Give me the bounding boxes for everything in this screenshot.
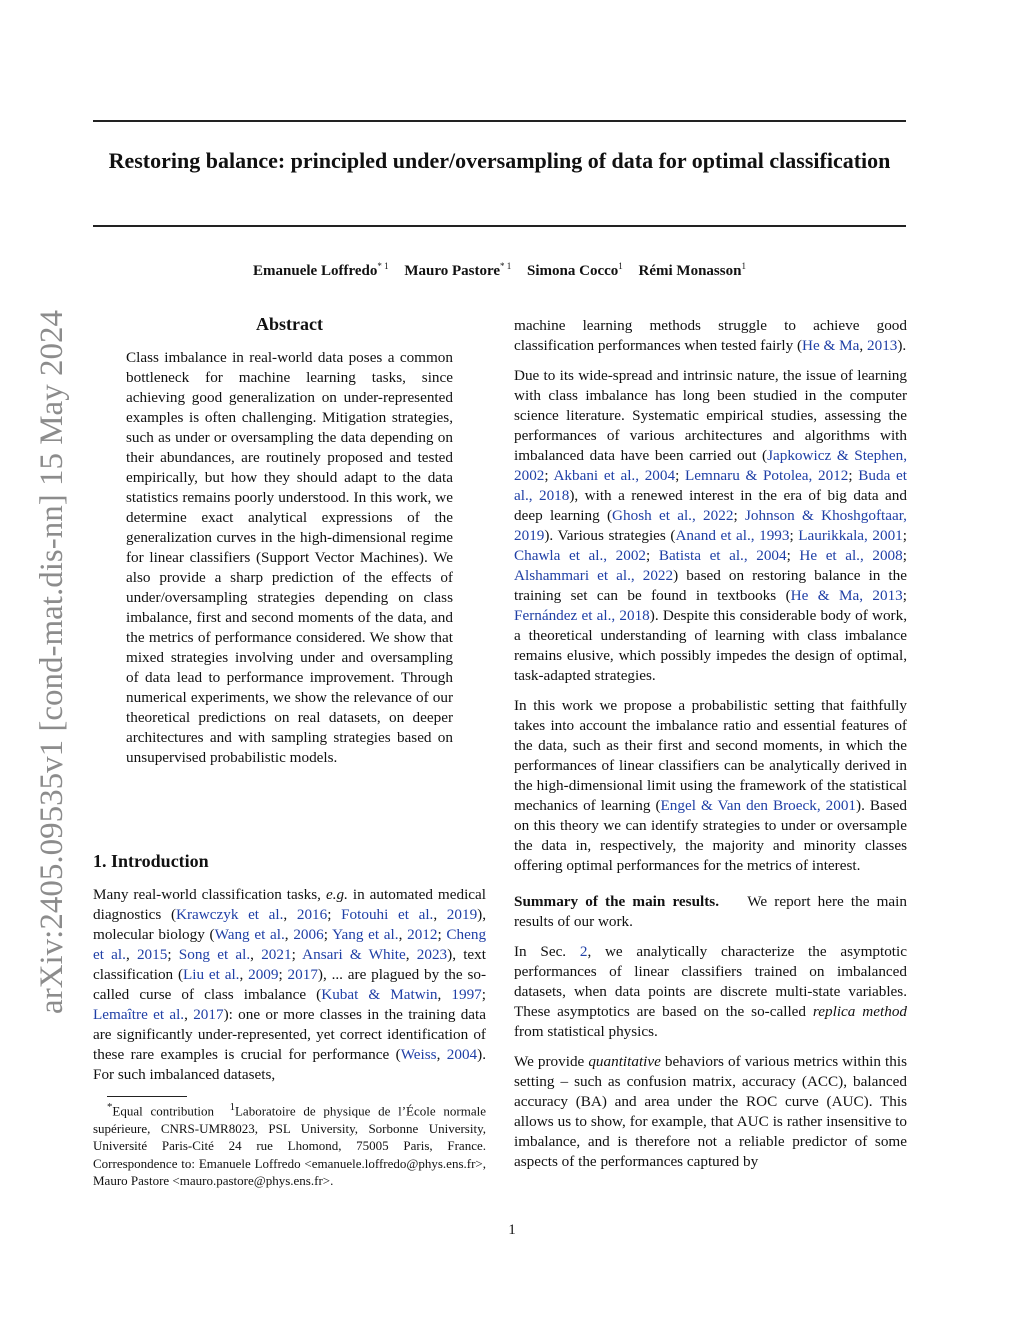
citation-link[interactable]: 2012 xyxy=(407,926,438,943)
citation-link[interactable]: Krawczyk et al. xyxy=(176,906,284,923)
paragraph: Due to its wide-spread and intrinsic nature, the issue of learning with class imbalance has long been studied in the computer science literature. Systematic empirical studies, assessing the performances of various architectures and algorithms with imbalanced data have been carried out (Japkowicz & Stephen, 2002; Akbani et al., 2004; Lemnaru & Potolea, 2012; Buda et al., 2018), with a renewed interest in the era of big data and deep learning (Ghosh et al., 2022; Johnson & Khoshgoftaar, 2019). Various strategies (Anand et al., 1993; Laurikkala, 2001; Chawla et al., 2002; Batista et al., 2004; He et al., 2008; Alshammari et al., 2022) based on restoring balance in the training set can be found in textbooks (He & Ma, 2013; Fernández et al., 2018). Despite this considerable body of work, a theoretical understanding of learning with class imbalance remains elusive, which possibly impedes the design of optimal, task-adapted strategies. xyxy=(514,367,908,684)
citation-link[interactable]: 2023 xyxy=(416,946,448,963)
paragraph: In Sec. 2, we analytically characterize the asymptotic performances of linear classifiers trained on imbalanced datasets, when data points are discrete multi-state variables. These asymptotics are based on the so-called replica method from statistical physics. xyxy=(514,943,908,1040)
citation-link[interactable]: Akbani et al., 2004 xyxy=(553,467,676,484)
citation-link[interactable]: Chawla et al., 2002 xyxy=(514,547,647,564)
citation-link[interactable]: Fotouhi et al. xyxy=(341,906,434,923)
page-number: 1 xyxy=(508,1222,516,1238)
citation-link[interactable]: Yang et al. xyxy=(332,926,399,943)
citation-link[interactable]: 2006 xyxy=(293,926,324,943)
paragraph: Summary of the main results. We report here the main results of our work. xyxy=(514,893,907,930)
citation-link[interactable]: Kubat & Matwin xyxy=(321,986,438,1003)
citation-link[interactable]: Buda et al., 2018 xyxy=(514,467,907,504)
citation-link[interactable]: 2009 xyxy=(248,966,279,983)
citation-link[interactable]: Batista et al., 2004 xyxy=(658,547,787,564)
arxiv-stamp: arXiv:2405.09535v1 [cond-mat.dis-nn] 15 May 2024 xyxy=(34,310,70,1014)
top-rule xyxy=(93,120,906,122)
author: Mauro Pastore$^{* 1}$ xyxy=(404,261,512,279)
citation-link[interactable]: Cheng et al. xyxy=(93,926,487,963)
citation-link[interactable]: Wang et al. xyxy=(214,926,285,943)
abstract-heading: Abstract xyxy=(256,314,323,334)
citation-link[interactable]: Johnson & Khoshgoftaar, 2019 xyxy=(514,507,907,544)
citation-link[interactable]: 2021 xyxy=(261,946,292,963)
citation-link[interactable]: 2015 xyxy=(136,946,168,963)
paragraph: We provide quantitative behaviors of various metrics within this setting – such as confusion matrix, accuracy (ACC), balanced accuracy (BA) and area under the ROC curve (AUC). This allows us to show, for example, that AUC is rather insensitive to imbalance, and is therefore not a reliable predictor of some aspects of the performances captured by xyxy=(514,1053,907,1170)
citation-link[interactable]: Liu et al. xyxy=(183,966,240,983)
citation-link[interactable]: 2004 xyxy=(446,1046,478,1063)
section-ref-link[interactable]: 2 xyxy=(579,943,588,960)
citation-link[interactable]: Ghosh et al., 2022 xyxy=(612,507,734,524)
citation-link[interactable]: 1997 xyxy=(451,986,482,1003)
citation-link[interactable]: Weiss xyxy=(400,1046,437,1063)
section-heading: 1. Introduction xyxy=(93,851,209,871)
author-list xyxy=(93,261,906,280)
citation-link[interactable]: He & Ma xyxy=(802,337,860,354)
citation-link[interactable]: Anand et al., 1993 xyxy=(675,527,790,544)
right-column xyxy=(514,316,907,1172)
citation-link[interactable]: He & Ma, 2013 xyxy=(790,587,903,604)
citation-link[interactable]: 2013 xyxy=(867,337,898,354)
citation-link[interactable]: Lemaître et al. xyxy=(93,1006,185,1023)
footnote-rule xyxy=(107,1096,187,1097)
abstract-text: Class imbalance in real-world data poses a common bottleneck for machine learning tasks, since achieving good generalization on under-represented examples is often challenging. Mitigation strategies, such as under or oversampling the data depending on their abundances, are routinely proposed and tested empirically, but how they should adapt to the data statistics remains poorly understood. In this work, we determine exact analytical expressions of the generalization curves in the high-dimensional regime for linear classifiers (Support Vector Machines). We also provide a sharp prediction of the effects of under/oversampling strategies depending on class imbalance, first and second moments of the data, and the metrics of performance considered. We show that mixed strategies involving under and oversampling of data lead to performance improvement. Through numerical experiments, we show the relevance of our theoretical predictions on real datasets, on deeper architectures and with sampling strategies based on unsupervised probabilistic models. xyxy=(126,349,453,766)
paragraph: machine learning methods struggle to achieve good classification performances when tested fairly (He & Ma, 2013). xyxy=(514,317,907,354)
citation-link[interactable]: 2017 xyxy=(287,966,318,983)
intro-paragraph: Many real-world classification tasks, e.g. in automated medical diagnostics (Krawczyk et al., 2016; Fotouhi et al., 2019), molecular biology (Wang et al., 2006; Yang et al., 2012; Cheng et al., 2015; Song et al., 2021; Ansari & White, 2023), text classification (Liu et al., 2009; 2017), ... are plagued by the so-called curse of class imbalance (Kubat & Matwin, 1997; Lemaître et al., 2017): one or more classes in the training data are significantly under-represented, yet correct identification of these rare examples is crucial for performance (Weiss, 2004). For such imbalanced datasets, xyxy=(93,886,487,1083)
author: Simona Cocco$^1$ xyxy=(527,261,623,279)
author: Emanuele Loffredo$^{* 1}$ xyxy=(253,261,389,279)
title-bottom-rule xyxy=(93,225,906,227)
citation-link[interactable]: Laurikkala, 2001 xyxy=(798,527,903,544)
citation-link[interactable]: He et al., 2008 xyxy=(799,547,903,564)
citation-link[interactable]: Ansari & White xyxy=(302,946,406,963)
citation-link[interactable]: 2016 xyxy=(296,906,328,923)
citation-link[interactable]: Lemnaru & Potolea, 2012 xyxy=(684,467,849,484)
citation-link[interactable]: Song et al. xyxy=(178,946,251,963)
paragraph: In this work we propose a probabilistic setting that faithfully takes into account the imbalance ratio and essential features of the data, such as their first and second moments, in which the performances of linear classifiers can be analytically derived in the high-dimensional limit using the framework of the statistical mechanics of learning (Engel & Van den Broeck, 2001). Based on this theory we can identify strategies to under or oversample the data in, respectively, the majority and minority classes offering optimal performances for the metrics of interest. xyxy=(514,697,907,874)
citation-link[interactable]: Japkowicz & Stephen, 2002 xyxy=(514,447,907,484)
footnote: *Equal contribution $^1$Laboratoire de physique de l’École normale supérieure, CNRS-UMR8023, PSL University, Sorbonne University, Université Paris-Cité 24 rue Lhomond, 75005 Paris, France. Correspondence to: Emanuele Loffredo <emanuele.loffredo@phys.ens.fr>, Mauro Pastore <mauro.pastore@phys.ens.fr>. xyxy=(93,1101,486,1189)
paper-title: Restoring balance: principled under/oversampling of data for optimal classification xyxy=(108,148,891,173)
citation-link[interactable]: Engel & Van den Broeck, 2001 xyxy=(660,797,857,814)
citation-link[interactable]: Fernández et al., 2018 xyxy=(514,607,650,624)
paragraph-heading: Summary of the main results. xyxy=(514,893,720,910)
citation-link[interactable]: 2019 xyxy=(446,906,478,923)
citation-link[interactable]: Alshammari et al., 2022 xyxy=(514,567,674,584)
citation-link[interactable]: 2017 xyxy=(193,1006,224,1023)
author: Rémi Monasson$^1$ xyxy=(638,261,746,279)
